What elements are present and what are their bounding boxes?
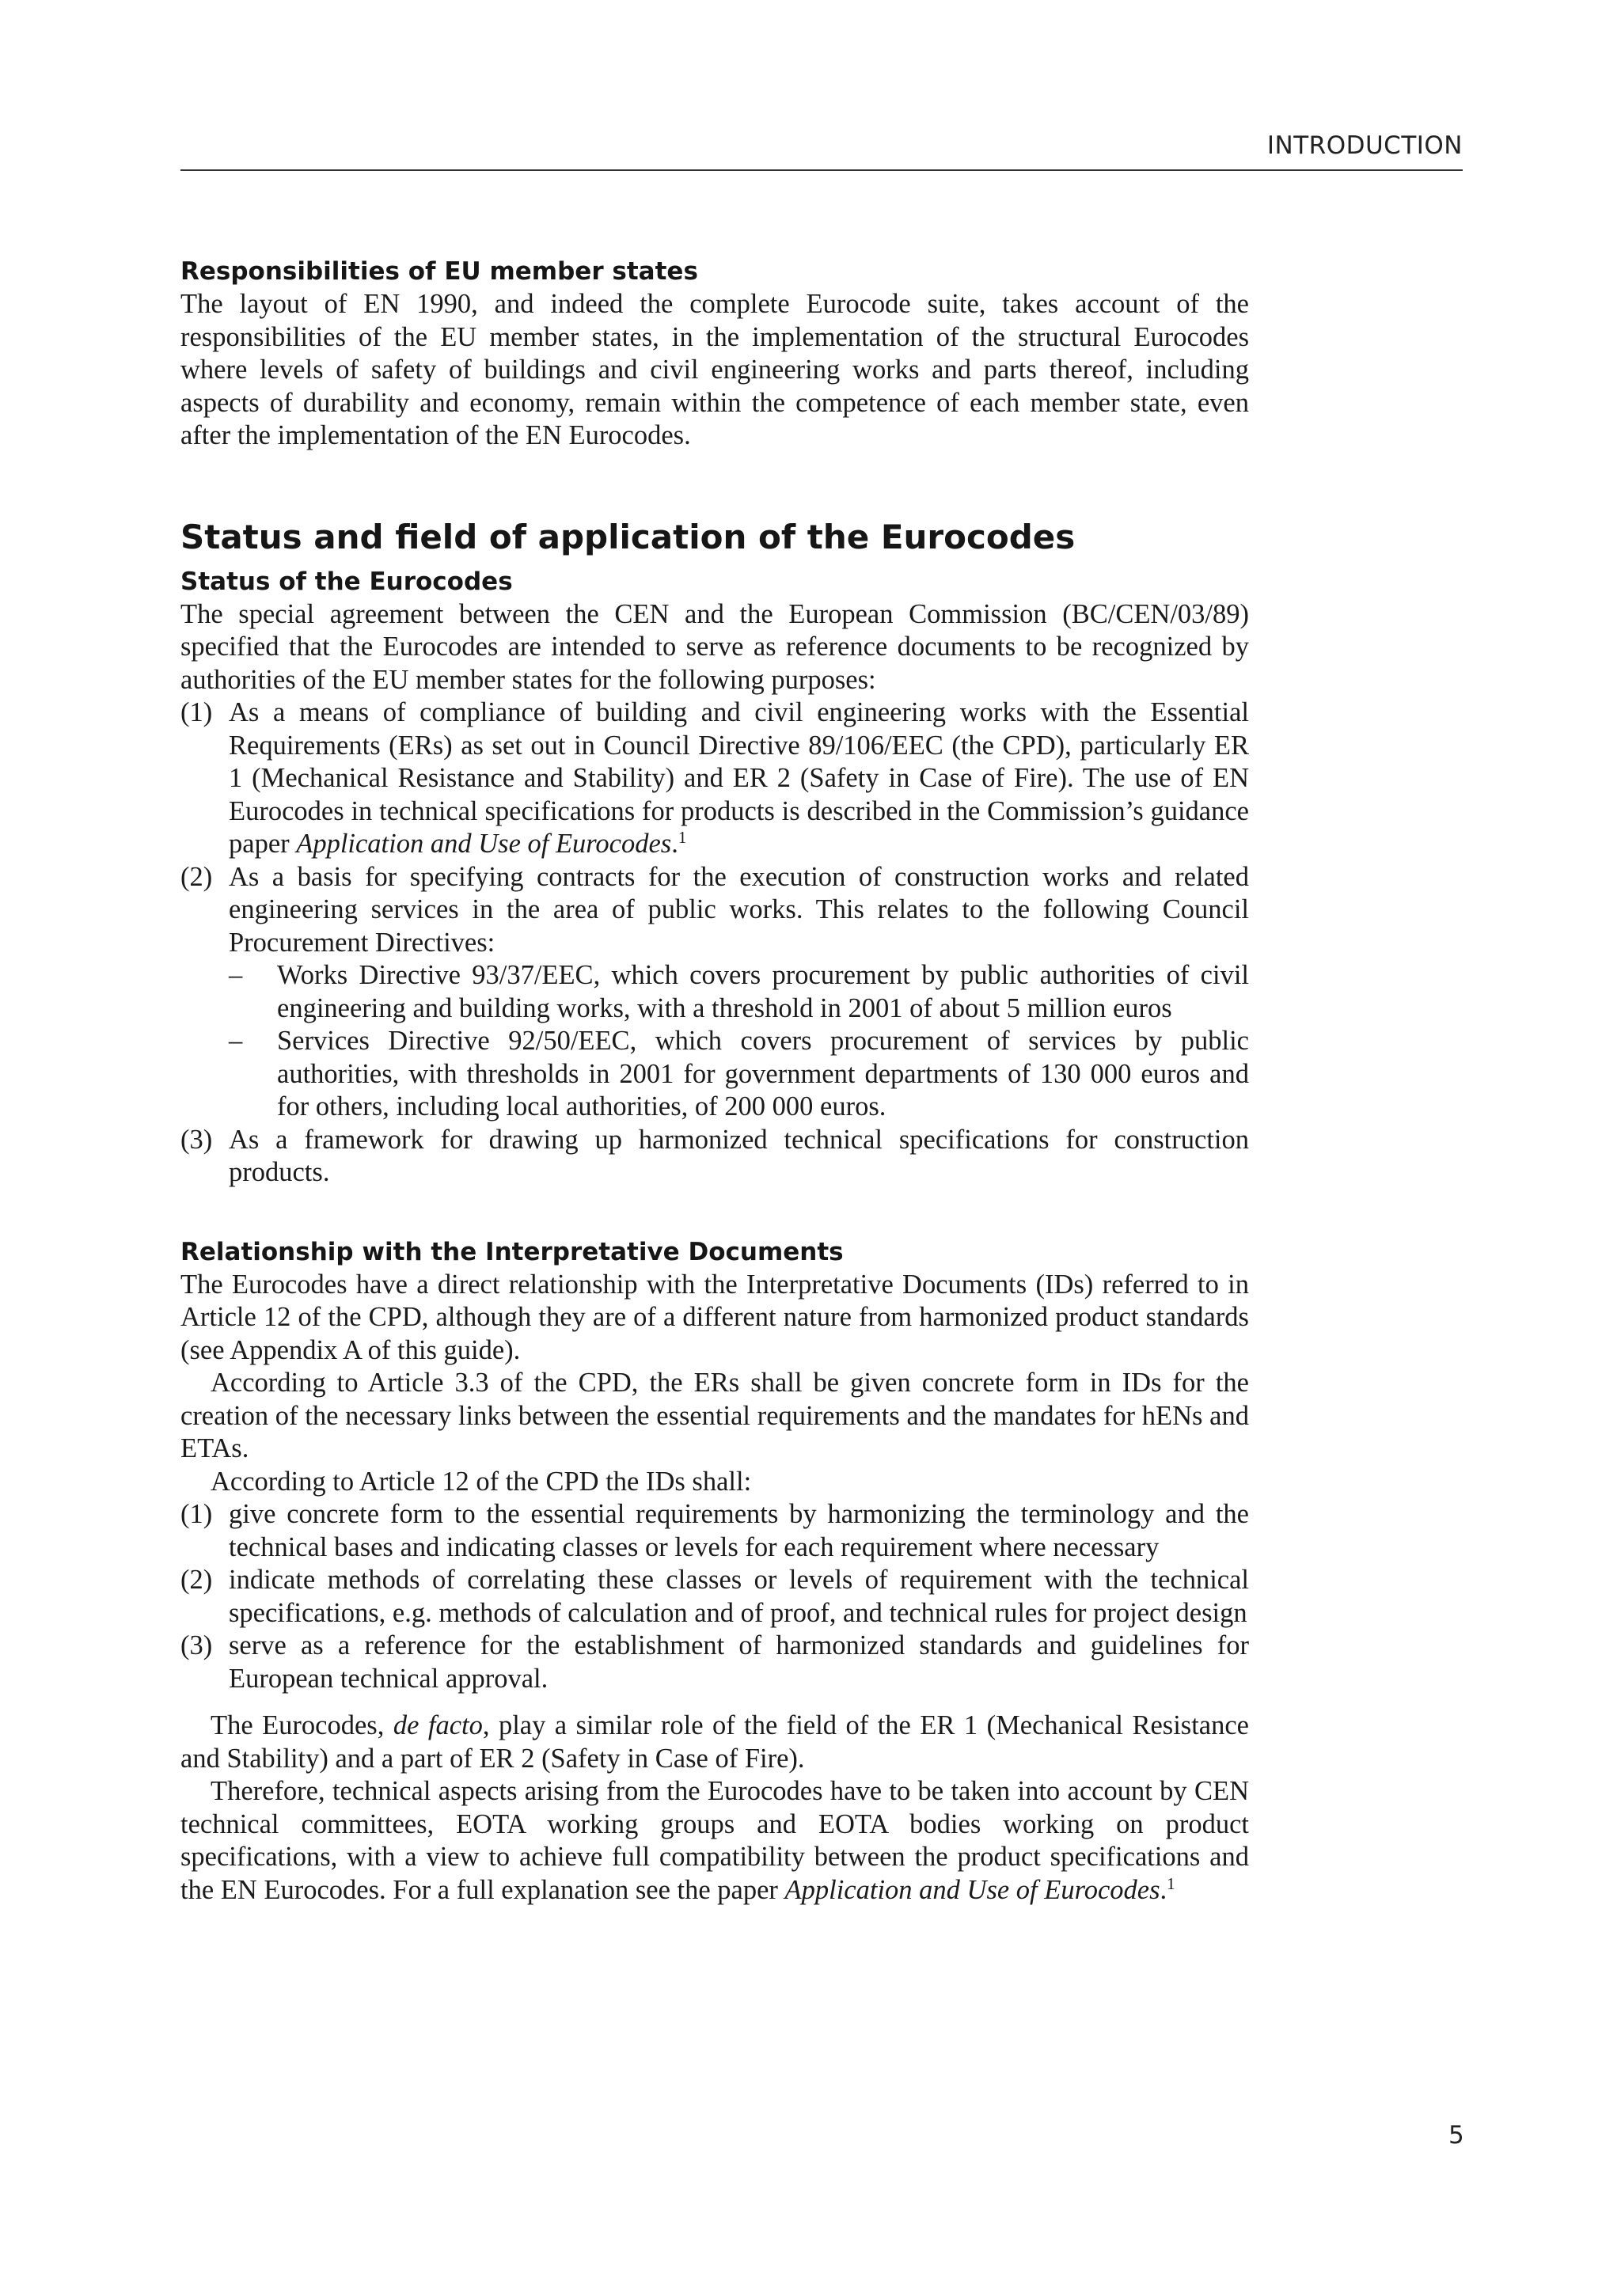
paragraph-relationship-2: According to Article 3.3 of the CPD, the ERs shall be given concrete form in IDs for the creation of the necessary links between the essential requirements and the mandates for hENs and ETAs. <box>180 1368 1249 1463</box>
list-item-text: As a framework for drawing up harmonized technical specifications for construction products. <box>229 1124 1249 1187</box>
list-item <box>180 1630 1249 1695</box>
list-item-text: serve as a reference for the establishment of harmonized standards and guidelines for European technical approval. <box>229 1630 1249 1694</box>
paragraph-responsibilities: The layout of EN 1990, and indeed the complete Eurocode suite, takes account of the responsibilities of the EU member states, in the implementation of the structural Eurocodes where levels of safety of buildings and civil engineering works and parts thereof, including aspects of durability and economy, remain within the competence of each member state, even after the implementation of the EN Eurocodes. <box>180 289 1249 450</box>
heading-relationship: Relationship with the Interpretative Documents <box>180 1237 844 1266</box>
list-item-text: As a means of compliance of building and civil engineering works with the Essential Requirements (ERs) as set out in Council Directive 89/106/EEC (the CPD), particularly ER 1 (Mechanical Resistance and Stability) and ER 2 (Safety in Case of Fire). The use of EN Eurocodes in technical specifications for products is described in the Commission’s guidance paper <box>229 697 1249 859</box>
heading-responsibilities: Responsibilities of EU member states <box>180 257 698 286</box>
dash-marker: – <box>229 1026 243 1056</box>
sublist-item-text: Works Directive 93/37/EEC, which covers procurement by public authorities of civil engineering and building works, with a threshold in 2001 of about 5 million euros <box>277 960 1249 1023</box>
paragraph-relationship-3: According to Article 12 of the CPD the IDs shall: <box>211 1466 752 1497</box>
list-item-punct: . <box>671 829 678 859</box>
purposes-list <box>180 696 1249 1190</box>
sublist-item-text: Services Directive 92/50/EEC, which covers procurement of services by public authorities, with thresholds in 2001 for government departments of 130 000 euros and for others, including local authorities, of 200 000 euros. <box>277 1026 1249 1121</box>
sublist-item <box>229 1025 1249 1124</box>
list-item <box>180 861 1249 1124</box>
footnote-marker: 1 <box>1167 1873 1175 1893</box>
directives-sublist <box>229 959 1249 1124</box>
text-span: . <box>1160 1874 1167 1905</box>
list-item <box>180 1564 1249 1630</box>
list-item-number: (3) <box>180 1630 213 1660</box>
list-item-number: (2) <box>180 861 213 892</box>
list-item-number: (1) <box>180 1499 213 1529</box>
list-item-number: (1) <box>180 697 213 727</box>
italic-reference-title: Application and Use of Eurocodes <box>296 829 672 859</box>
list-item-number: (2) <box>180 1565 213 1595</box>
list-item-text: give concrete form to the essential requirements by harmonizing the terminology and the technical bases and indicating classes or levels for each requirement where necessary <box>229 1499 1249 1562</box>
sublist-item <box>229 959 1249 1025</box>
paragraph-de-facto <box>180 1710 1249 1775</box>
ids-list <box>180 1498 1249 1695</box>
page-number: 5 <box>1448 2121 1464 2150</box>
text-span: , play a similar role of the field of the ER 1 (Mechanical Resistance and Stability) and a part of ER 2 (Safety in Case of Fire). <box>180 1710 1249 1774</box>
paragraph-therefore <box>180 1775 1249 1907</box>
list-item-text: indicate methods of correlating these classes or levels of requirement with the technical specifications, e.g. methods of calculation and of proof, and technical rules for project design <box>229 1565 1249 1628</box>
heading-status-of-eurocodes: Status of the Eurocodes <box>180 567 513 596</box>
list-item <box>180 1124 1249 1190</box>
footnote-marker: 1 <box>678 828 687 847</box>
italic-de-facto: de facto <box>393 1710 483 1740</box>
dash-marker: – <box>229 960 243 990</box>
paragraph-relationship-1: The Eurocodes have a direct relationship with the Interpretative Documents (IDs) referred to in Article 12 of the CPD, although they are of a different nature from harmonized product standards (see Appendix A of this guide). <box>180 1269 1249 1365</box>
paragraph-status-intro: The special agreement between the CEN and the European Commission (BC/CEN/03/89) specified that the Eurocodes are intended to serve as reference documents to be recognized by authorities of the EU member states for the following purposes: <box>180 598 1249 695</box>
list-item-text: As a basis for specifying contracts for the execution of construction works and related engineering services in the area of public works. This relates to the following Council Procurement Directives: <box>229 861 1249 958</box>
running-title: INTRODUCTION <box>1266 131 1463 160</box>
section-title-status: Status and field of application of the Eurocodes <box>180 517 1076 556</box>
text-span: Therefore, technical aspects arising from the Eurocodes have to be taken into account by CEN technical committees, EOTA working groups and EOTA bodies working on product specifications, with a view to achieve full compatibility between the product specifications and the EN Eurocodes. For a full explanation see the paper <box>180 1776 1249 1905</box>
list-item-number: (3) <box>180 1124 213 1155</box>
list-item <box>180 696 1249 861</box>
text-span: The Eurocodes, <box>211 1710 393 1740</box>
italic-reference-title: Application and Use of Eurocodes <box>784 1874 1160 1905</box>
body-text <box>180 255 1249 1907</box>
list-item <box>180 1498 1249 1564</box>
running-header <box>180 127 1463 171</box>
